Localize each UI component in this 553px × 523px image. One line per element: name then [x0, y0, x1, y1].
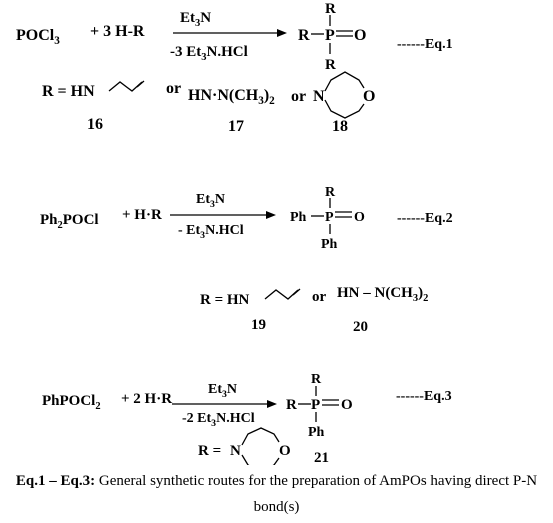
eq3-reagent-below: -2 $Et_3N.HCl$ — [182, 411, 255, 429]
eq3-morph-o: O — [279, 443, 291, 459]
eq1-or-1: or — [166, 80, 182, 97]
eq1-allyl-double — [137, 81, 144, 87]
caption-line-1 — [0, 468, 553, 494]
caption-label: Eq.1 – Eq.3: — [15, 473, 96, 489]
eq1-product-o: O — [354, 27, 367, 44]
eq1-or-2: or — [291, 88, 307, 105]
eq2-reagent-below: - $Et_3N.HCl$ — [178, 223, 244, 241]
eq1-reagent-below: -3 $Et_3N.HCl$ — [170, 44, 248, 63]
compound-17: 17 — [228, 118, 244, 135]
equation-1 — [16, 1, 453, 135]
eq1-reactant: POCl$_3$ — [16, 27, 60, 47]
compound-21: 21 — [314, 450, 329, 465]
eq2-r-prefix: R = HN — [200, 292, 250, 308]
eq2-allyl-double — [293, 289, 300, 295]
eq1-hydrazine: $HN\cdot N(CH_3)_2$ — [188, 87, 275, 107]
compound-20: 20 — [353, 319, 368, 335]
caption-line-2: bond(s) — [253, 499, 300, 515]
eq1-product-r-bottom: R — [325, 57, 336, 73]
eq1-product-r-left: R — [298, 27, 310, 44]
eq3-morpholine — [230, 428, 291, 465]
eq2-product-p: P — [325, 210, 334, 225]
eq2-reagent-plus: + H·R — [122, 207, 162, 223]
figure-caption — [0, 468, 553, 520]
eq3-reagent-plus: + 2 H·R — [121, 391, 173, 407]
eq3-product-p: P — [311, 397, 321, 413]
eq3-label: ------Eq.3 — [396, 389, 452, 404]
caption-text: General synthetic routes for the preparation of AmPOs having direct P-N — [95, 473, 538, 489]
eq2-product-o: O — [354, 210, 365, 225]
eq1-r-prefix: R = HN — [42, 83, 95, 100]
eq3-product-r-left: R — [286, 397, 297, 413]
eq3-morph-n: N — [230, 443, 241, 459]
eq2-product-r-top: R — [325, 185, 336, 200]
eq3-product-ph-bottom: Ph — [308, 425, 325, 440]
eq2-label: ------Eq.2 — [397, 211, 453, 226]
eq3-reactant: PhPOCl$_2$ — [42, 393, 101, 412]
eq1-morpholine — [313, 72, 375, 118]
eq1-arrow-head — [277, 29, 287, 37]
eq1-morph-n: N — [313, 88, 325, 105]
eq3-reagent-above: $Et_3N$ — [208, 382, 238, 400]
eq2-arrow-head — [266, 211, 276, 219]
eq3-product-o: O — [341, 397, 353, 413]
eq2-or: or — [312, 289, 327, 305]
eq1-product-p: P — [325, 27, 335, 44]
eq1-reagent-plus: + 3 H-R — [90, 23, 145, 40]
compound-18: 18 — [332, 118, 348, 135]
eq1-product-r-top: R — [325, 1, 336, 17]
eq2-product-ph-left: Ph — [290, 210, 307, 225]
eq1-morph-o: O — [363, 88, 376, 105]
eq2-product-ph-bottom: Ph — [321, 237, 338, 252]
eq2-reagent-above: $Et_3N$ — [196, 192, 226, 210]
equation-3 — [42, 372, 452, 465]
equation-2 — [40, 185, 453, 335]
eq1-label: ------Eq.1 — [397, 37, 453, 52]
eq1-reagent-above: $Et_3N$ — [180, 10, 212, 29]
eq2-hydrazine: HN – $N(CH_3)_2$ — [337, 285, 429, 304]
eq3-product-r-top: R — [311, 372, 322, 387]
eq3-r-prefix: R = — [198, 443, 222, 459]
eq2-reactant: $Ph_2POCl$ — [40, 212, 99, 231]
compound-19: 19 — [251, 317, 266, 333]
compound-16: 16 — [87, 116, 103, 133]
eq3-arrow-head — [267, 400, 277, 408]
